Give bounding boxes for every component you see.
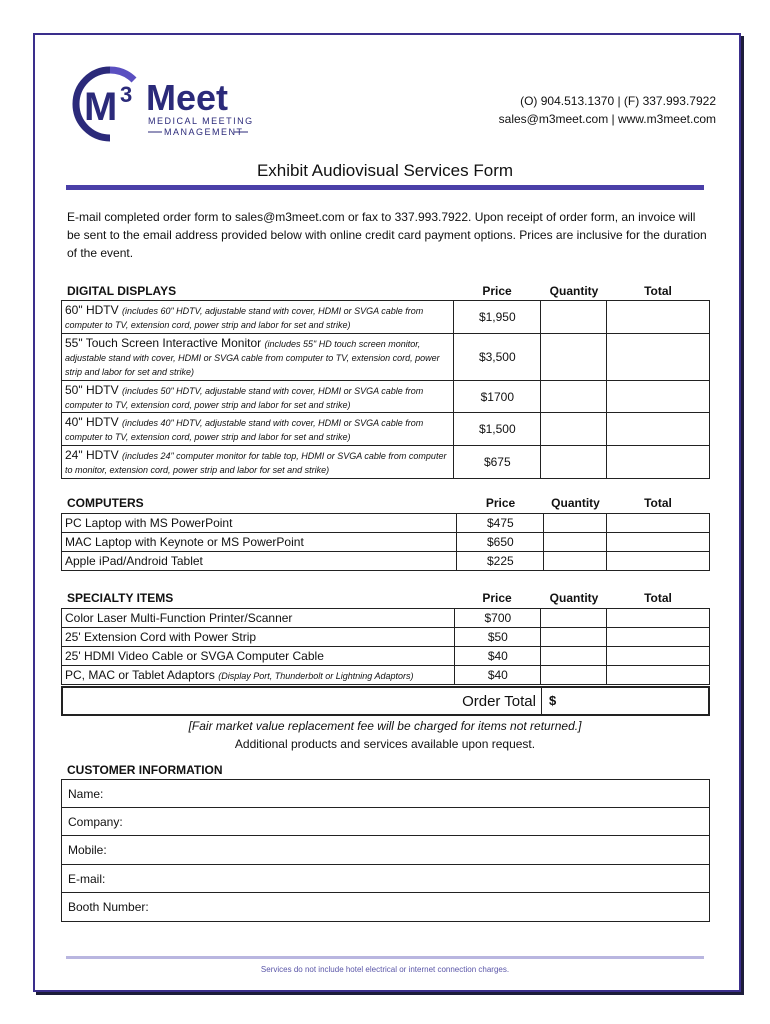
quantity-cell[interactable] — [541, 413, 607, 446]
table-row — [62, 334, 710, 381]
item-price: $225 — [457, 552, 544, 571]
item-description: PC Laptop with MS PowerPoint — [62, 514, 457, 533]
quantity-cell[interactable] — [541, 628, 607, 647]
total-cell[interactable] — [607, 413, 710, 446]
item-description: 50" HDTV (includes 50" HDTV, adjustable stand with cover, HDMI or SVGA cable from computer to TV, extension cord, power strip and labor for set and strike) — [62, 381, 454, 413]
price-col-header: Price — [482, 284, 512, 298]
order-total-divider — [541, 688, 542, 714]
total-cell[interactable] — [607, 533, 710, 552]
item-description: 60" HDTV (includes 60" HDTV, adjustable stand with cover, HDMI or SVGA cable from computer to TV, extension cord, power strip and labor for set and strike) — [62, 301, 454, 334]
company-field[interactable]: Company: — [61, 807, 710, 836]
quantity-col-header: Quantity — [549, 591, 599, 605]
table-row — [62, 514, 710, 533]
replacement-fee-note: [Fair market value replacement fee will be charged for items not returned.] — [188, 719, 582, 733]
total-cell[interactable] — [607, 628, 710, 647]
digital-displays-table — [61, 300, 710, 479]
quantity-cell[interactable] — [541, 609, 607, 628]
total-cell[interactable] — [607, 514, 710, 533]
item-description: 25' HDMI Video Cable or SVGA Computer Cable — [62, 647, 455, 666]
price-col-header: Price — [482, 591, 512, 605]
item-price: $50 — [455, 628, 541, 647]
table-row — [62, 413, 710, 446]
computers-heading: COMPUTERS — [67, 496, 144, 510]
item-price: $40 — [455, 647, 541, 666]
quantity-cell[interactable] — [541, 334, 607, 381]
order-total-label: Order Total — [462, 693, 536, 710]
total-col-header: Total — [644, 496, 672, 510]
item-description: 55" Touch Screen Interactive Monitor (includes 55" HD touch screen monitor, adjustable stand with cover, HDMI or SVGA cable from computer to TV, extension cord, power strip and labor for set and strike) — [62, 334, 454, 381]
computers-table — [61, 513, 710, 571]
item-price: $1700 — [454, 381, 541, 413]
item-price: $650 — [457, 533, 544, 552]
item-price: $475 — [457, 514, 544, 533]
total-cell[interactable] — [607, 446, 710, 479]
item-price: $1,950 — [454, 301, 541, 334]
svg-text:MEDICAL MEETING: MEDICAL MEETING — [148, 116, 254, 126]
specialty-items-heading: SPECIALTY ITEMS — [67, 591, 174, 605]
quantity-cell[interactable] — [541, 381, 607, 413]
mobile-field[interactable]: Mobile: — [61, 835, 710, 865]
m3meet-logo — [70, 64, 260, 144]
table-row — [62, 301, 710, 334]
order-total-field[interactable]: $ — [549, 693, 557, 708]
table-row — [62, 446, 710, 479]
order-total-box — [61, 686, 710, 716]
total-col-header: Total — [644, 591, 672, 605]
total-cell[interactable] — [607, 381, 710, 413]
table-row — [62, 647, 710, 666]
item-description: 24" HDTV (includes 24" computer monitor for table top, HDMI or SVGA cable from computer to monitor, extension cord, power strip and labor for set and strike) — [62, 446, 454, 479]
item-description: Color Laser Multi-Function Printer/Scanner — [62, 609, 455, 628]
item-description: Apple iPad/Android Tablet — [62, 552, 457, 571]
item-description: PC, MAC or Tablet Adaptors (Display Port, Thunderbolt or Lightning Adaptors) — [62, 666, 455, 685]
title-divider — [66, 185, 704, 190]
item-description: 25' Extension Cord with Power Strip — [62, 628, 455, 647]
quantity-cell[interactable] — [541, 666, 607, 685]
svg-text:MANAGEMENT: MANAGEMENT — [164, 127, 244, 137]
phone-fax-line: (O) 904.513.1370 | (F) 337.993.7922 — [520, 94, 716, 108]
quantity-cell[interactable] — [541, 301, 607, 334]
table-row — [62, 666, 710, 685]
quantity-cell[interactable] — [544, 514, 607, 533]
specialty-items-table — [61, 608, 710, 685]
item-description: MAC Laptop with Keynote or MS PowerPoint — [62, 533, 457, 552]
contact-block — [499, 92, 716, 128]
table-row — [62, 533, 710, 552]
svg-text:M: M — [84, 85, 118, 129]
booth-number-field[interactable]: Booth Number: — [61, 892, 710, 922]
item-price: $1,500 — [454, 413, 541, 446]
item-description: 40" HDTV (includes 40" HDTV, adjustable stand with cover, HDMI or SVGA cable from computer to TV, extension cord, power strip and labor for set and strike) — [62, 413, 454, 446]
email-web-line[interactable]: sales@m3meet.com | www.m3meet.com — [498, 112, 716, 126]
total-cell[interactable] — [607, 301, 710, 334]
total-cell[interactable] — [607, 334, 710, 381]
table-row — [62, 609, 710, 628]
item-price: $675 — [454, 446, 541, 479]
name-field[interactable]: Name: — [61, 779, 710, 808]
digital-displays-heading: DIGITAL DISPLAYS — [67, 284, 177, 298]
intro-paragraph: E-mail completed order form to sales@m3meet.com or fax to 337.993.7922. Upon receipt of order form, an invoice will be sent to the email address provided below with online credit card payment options. Prices are inclusive for the duration of the event. — [67, 210, 707, 260]
total-cell[interactable] — [607, 609, 710, 628]
total-cell[interactable] — [607, 552, 710, 571]
total-col-header: Total — [644, 284, 672, 298]
svg-text:Meet: Meet — [146, 77, 229, 118]
footer-divider — [66, 956, 704, 959]
total-cell[interactable] — [607, 666, 710, 685]
quantity-cell[interactable] — [544, 552, 607, 571]
additional-products-note: Additional products and services available upon request. — [234, 737, 536, 751]
item-price: $700 — [455, 609, 541, 628]
svg-text:3: 3 — [120, 82, 133, 107]
table-row — [62, 552, 710, 571]
table-row — [62, 381, 710, 413]
form-title: Exhibit Audiovisual Services Form — [256, 161, 514, 180]
footer-note: Services do not include hotel electrical or internet connection charges. — [260, 965, 510, 974]
email-field[interactable]: E-mail: — [61, 864, 710, 893]
quantity-cell[interactable] — [544, 533, 607, 552]
price-col-header: Price — [485, 496, 516, 510]
total-cell[interactable] — [607, 647, 710, 666]
customer-info-heading: CUSTOMER INFORMATION — [67, 763, 223, 777]
quantity-col-header: Quantity — [551, 496, 600, 510]
item-price: $40 — [455, 666, 541, 685]
quantity-cell[interactable] — [541, 446, 607, 479]
item-price: $3,500 — [454, 334, 541, 381]
quantity-cell[interactable] — [541, 647, 607, 666]
table-row — [62, 628, 710, 647]
quantity-col-header: Quantity — [549, 284, 599, 298]
